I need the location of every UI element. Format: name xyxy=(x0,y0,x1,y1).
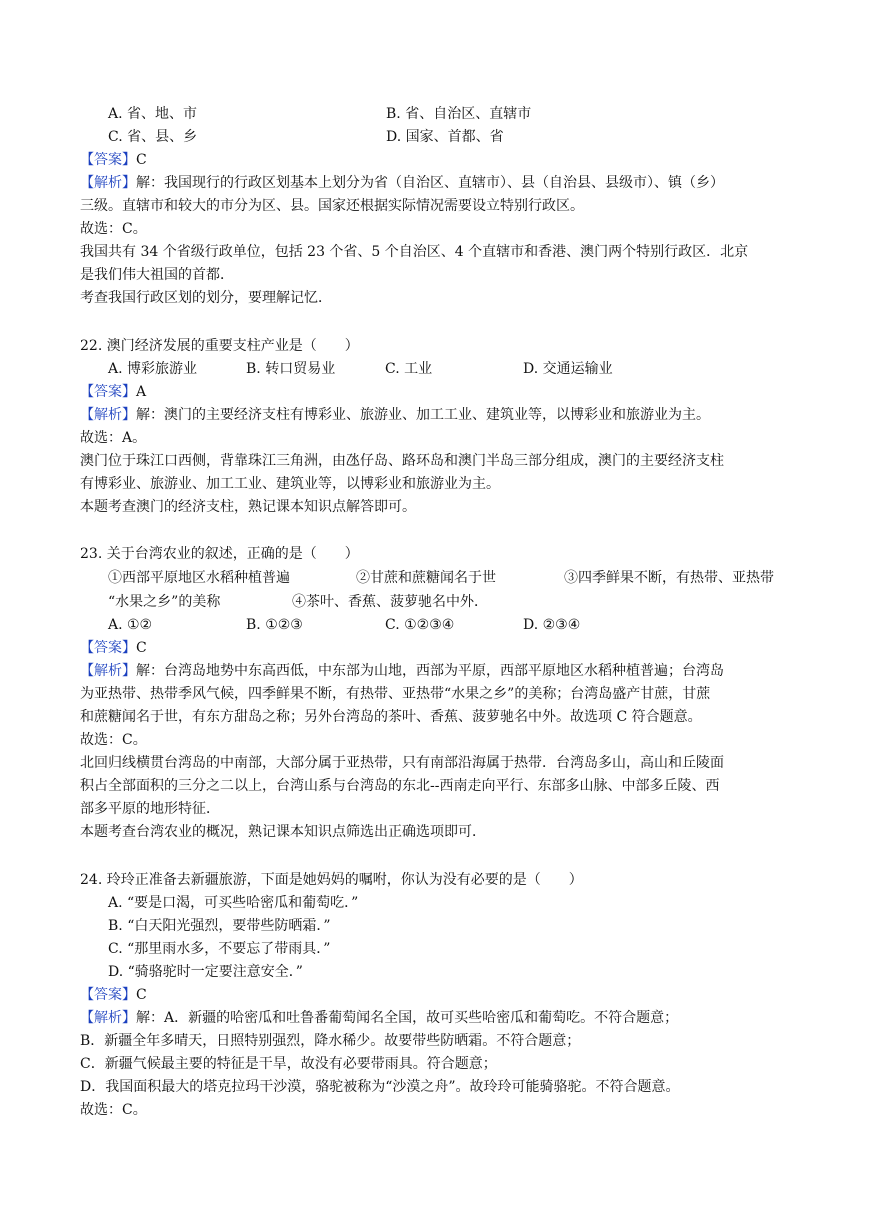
answer-value: C xyxy=(136,152,147,168)
q23-option-b: B. ①②③ xyxy=(246,617,303,633)
q24-option-a: A. “要是口渴，可买些哈密瓜和葡萄吃．” xyxy=(108,895,359,911)
q22-note-line-2: 有博彩业、旅游业、加工工业、建筑业等，以博彩业和旅游业为主。 xyxy=(80,476,500,492)
q22-analysis-line-1 xyxy=(80,405,710,425)
q22-option-b: B. 转口贸易业 xyxy=(246,361,336,377)
answer-tag: 【答案】 xyxy=(80,384,136,400)
q23-item-2: ②甘蔗和蔗糖闻名于世 xyxy=(356,570,496,586)
q21-note-line-1: 我国共有 34 个省级行政单位，包括 23 个省、5 个自治区、4 个直辖市和香港、澳门两个特别行政区．北京 xyxy=(80,244,749,260)
q23-item-3-cont: “水果之乡”的美称 xyxy=(108,594,221,610)
q24-analysis-line-3: C．新疆气候最主要的特征是干旱，故没有必要带雨具。符合题意； xyxy=(80,1056,497,1072)
answer-value: C xyxy=(136,640,147,656)
q23-stem: 23. 关于台湾农业的叙述，正确的是（ ） xyxy=(80,546,359,562)
q23-item-3: ③四季鲜果不断，有热带、亚热带 xyxy=(564,570,774,586)
analysis-tag: 【解析】 xyxy=(80,175,136,191)
q21-note-line-3: 考查我国行政区划的划分，要理解记忆． xyxy=(80,290,332,306)
answer-tag: 【答案】 xyxy=(80,152,136,168)
q21-option-d: D. 国家、首都、省 xyxy=(386,129,504,145)
q23-analysis-line-2: 为亚热带、热带季风气候，四季鲜果不断，有热带、亚热带“水果之乡”的美称；台湾岛盛产甘蔗，甘蔗 xyxy=(80,686,711,702)
q23-note-line-4: 本题考查台湾农业的概况，熟记课本知识点筛选出正确选项即可． xyxy=(80,824,486,840)
answer-value: C xyxy=(136,987,147,1003)
q23-note-line-3: 部多平原的地形特征． xyxy=(80,801,220,817)
q21-analysis-line-1 xyxy=(80,173,724,193)
q22-option-d: D. 交通运输业 xyxy=(523,361,613,377)
q24-stem: 24. 玲玲正准备去新疆旅游，下面是她妈妈的嘱咐，你认为没有必要的是（ ） xyxy=(80,872,583,888)
q24-option-c: C. “那里雨水多，不要忘了带雨具．” xyxy=(108,941,331,957)
q23-choose: 故选：C。 xyxy=(80,732,147,748)
analysis-text: 解：台湾岛地势中东高西低，中东部为山地，西部为平原，西部平原地区水稻种植普遍；台湾岛 xyxy=(136,663,724,679)
q23-analysis-line-1 xyxy=(80,661,724,681)
q24-choose: 故选：C。 xyxy=(80,1102,147,1118)
q22-choose: 故选：A。 xyxy=(80,430,147,446)
q23-note-line-1: 北回归线横贯台湾岛的中南部，大部分属于亚热带，只有南部沿海属于热带．台湾岛多山，高山和丘陵面 xyxy=(80,755,724,771)
q22-stem: 22. 澳门经济发展的重要支柱产业是（ ） xyxy=(80,338,359,354)
q23-item-4: ④茶叶、香蕉、菠萝驰名中外． xyxy=(292,594,488,610)
q23-item-1: ①西部平原地区水稻种植普遍 xyxy=(108,570,290,586)
q24-option-d: D. “骑骆驼时一定要注意安全．” xyxy=(108,964,303,980)
q23-note-line-2: 积占全部面积的三分之二以上，台湾山系与台湾岛的东北--西南走向平行、东部多山脉、中部多丘陵、西 xyxy=(80,778,720,794)
q22-answer xyxy=(80,382,146,402)
analysis-tag: 【解析】 xyxy=(80,1010,136,1026)
q23-option-a: A. ①② xyxy=(108,617,153,633)
answer-value: A xyxy=(136,384,147,400)
q24-analysis-line-2: B．新疆全年多晴天，日照特别强烈，降水稀少。故要带些防晒霜。不符合题意； xyxy=(80,1033,581,1049)
q21-option-c: C. 省、县、乡 xyxy=(108,129,198,145)
answer-tag: 【答案】 xyxy=(80,640,136,656)
q23-option-d: D. ②③④ xyxy=(523,617,581,633)
q24-analysis-line-4: D．我国面积最大的塔克拉玛干沙漠，骆驼被称为“沙漠之舟”。故玲玲可能骑骆驼。不符合题意。 xyxy=(80,1079,680,1095)
q24-analysis-line-1 xyxy=(80,1008,678,1028)
q21-choose: 故选：C。 xyxy=(80,221,147,237)
q24-option-b: B. “白天阳光强烈，要带些防晒霜．” xyxy=(108,918,331,934)
analysis-text: 解：A．新疆的哈密瓜和吐鲁番葡萄闻名全国，故可买些哈密瓜和葡萄吃。不符合题意； xyxy=(136,1010,679,1026)
q22-option-a: A. 博彩旅游业 xyxy=(108,361,198,377)
analysis-text: 解：我国现行的行政区划基本上划分为省（自治区、直辖市）、县（自治县、县级市）、镇（乡） xyxy=(136,175,724,191)
q21-option-a: A. 省、地、市 xyxy=(108,106,198,122)
q22-option-c: C. 工业 xyxy=(385,361,433,377)
analysis-tag: 【解析】 xyxy=(80,407,136,423)
q23-answer xyxy=(80,638,147,658)
q21-answer xyxy=(80,150,147,170)
q23-option-c: C. ①②③④ xyxy=(385,617,455,633)
q21-analysis-line-2: 三级。直辖市和较大的市分为区、县。国家还根据实际情况需要设立特别行政区。 xyxy=(80,198,584,214)
q22-note-line-1: 澳门位于珠江口西侧，背靠珠江三角洲，由氹仔岛、路环岛和澳门半岛三部分组成，澳门的主要经济支柱 xyxy=(80,453,724,469)
q21-note-line-2: 是我们伟大祖国的首都． xyxy=(80,267,234,283)
q24-answer xyxy=(80,985,147,1005)
q22-note-line-3: 本题考查澳门的经济支柱，熟记课本知识点解答即可。 xyxy=(80,499,416,515)
q23-analysis-line-3: 和蔗糖闻名于世，有东方甜岛之称；另外台湾岛的茶叶、香蕉、菠萝驰名中外。故选项 C 符合题意。 xyxy=(80,709,702,725)
analysis-tag: 【解析】 xyxy=(80,663,136,679)
analysis-text: 解：澳门的主要经济支柱有博彩业、旅游业、加工工业、建筑业等，以博彩业和旅游业为主。 xyxy=(136,407,710,423)
answer-tag: 【答案】 xyxy=(80,987,136,1003)
q21-option-b: B. 省、自治区、直辖市 xyxy=(386,106,532,122)
